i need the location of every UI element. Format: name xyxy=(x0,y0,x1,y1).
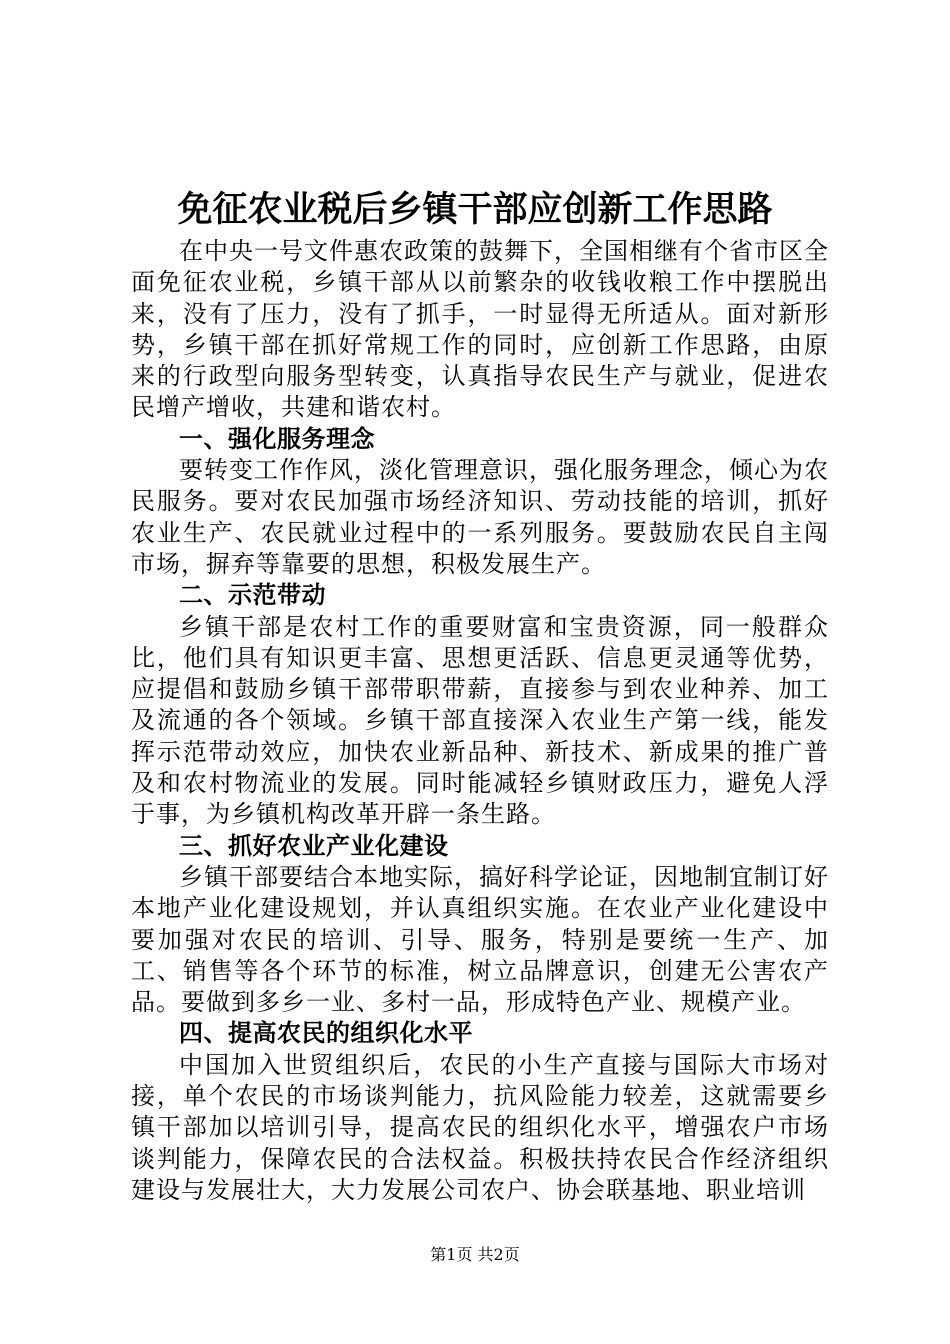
section-paragraph-1: 要转变工作作风，淡化管理意识，强化服务理念，倾心为农民服务。要对农民加强市场经济知识、劳动技能的培训，抓好农业生产、农民就业过程中的一系列服务。要鼓励农民自主闯市场，摒弃等靠要的思想，积极发展生产。 xyxy=(131,456,829,578)
section-paragraph-3: 乡镇干部要结合本地实际，搞好科学论证，因地制宜制订好本地产业化建设规划，并认真组织实施。在农业产业化建设中要加强对农民的培训、引导、服务，特别是要统一生产、加工、销售等各个环节的标准，树立品牌意识，创建无公害农产品。要做到多乡一业、多村一品，形成特色产业、规模产业。 xyxy=(131,862,829,1017)
page-footer: 第1页 共2页 xyxy=(430,1245,520,1264)
section-heading-2: 二、示范带动 xyxy=(179,581,326,610)
section-heading-3: 三、抓好农业产业化建设 xyxy=(179,831,449,860)
section-paragraph-2: 乡镇干部是农村工作的重要财富和宝贵资源，同一般群众比，他们具有知识更丰富、思想更活跃、信息更灵通等优势，应提倡和鼓励乡镇干部带职带薪，直接参与到农业种养、加工及流通的各个领域。乡镇干部直接深入农业生产第一线，能发挥示范带动效应，加快农业新品种、新技术、新成果的推广普及和农村物流业的发展。同时能减轻乡镇财政压力，避免人浮于事，为乡镇机构改革开辟一条生路。 xyxy=(131,612,829,829)
section-heading-1: 一、强化服务理念 xyxy=(179,424,375,453)
intro-paragraph: 在中央一号文件惠农政策的鼓舞下，全国相继有个省市区全面免征农业税，乡镇干部从以前繁杂的收钱收粮工作中摆脱出来，没有了压力，没有了抓手，一时显得无所适从。面对新形势，乡镇干部在抓好常规工作的同时，应创新工作思路，由原来的行政型向服务型转变，认真指导农民生产与就业，促进农民增产增收，共建和谐农村。 xyxy=(131,237,829,422)
document-body xyxy=(131,236,829,1206)
section-paragraph-4: 中国加入世贸组织后，农民的小生产直接与国际大市场对接，单个农民的市场谈判能力，抗风险能力较差，这就需要乡镇干部加以培训引导，提高农民的组织化水平，增强农户市场谈判能力，保障农民的合法权益。积极扶持农民合作经济组织建设与发展壮大，大力发展公司农户、协会联基地、职业培训 xyxy=(131,1050,829,1204)
document-title: 免征农业税后乡镇干部应创新工作思路 xyxy=(177,190,773,230)
section-heading-4: 四、提高农民的组织化水平 xyxy=(179,1019,473,1048)
